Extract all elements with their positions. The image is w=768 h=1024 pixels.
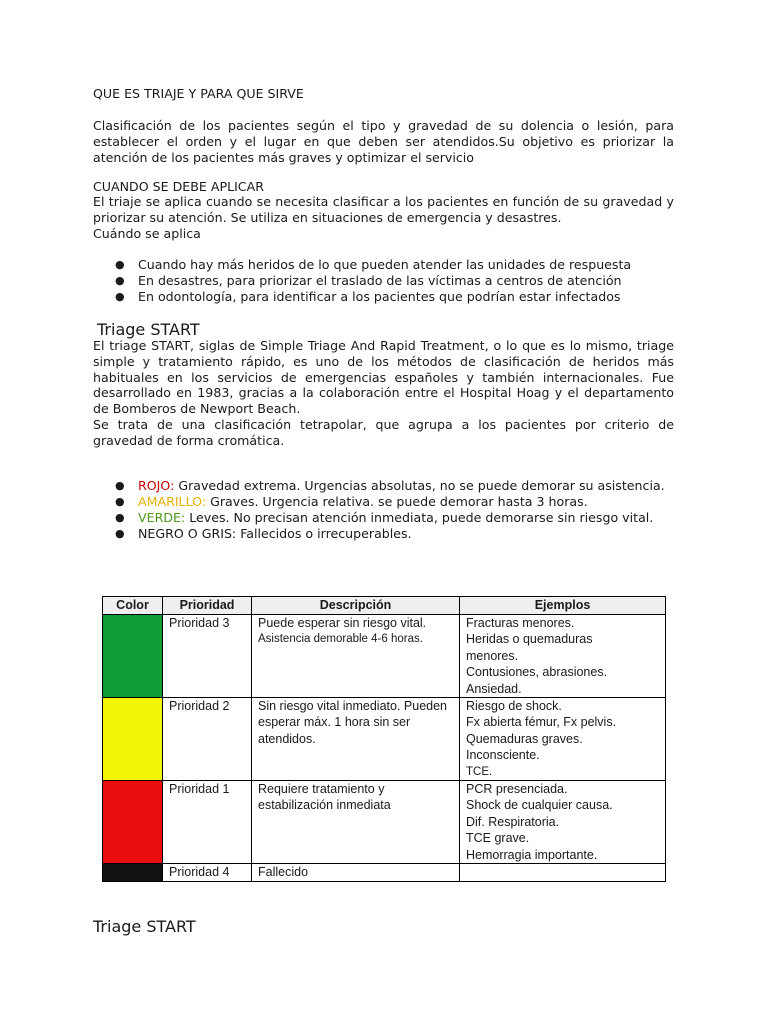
section-heading-cuando-aplicar: CUANDO SE DEBE APLICAR <box>93 179 264 194</box>
bullet-icon: ● <box>115 526 125 540</box>
priority-cell: Prioridad 4 <box>163 864 252 882</box>
priority-cell: Prioridad 2 <box>163 698 252 781</box>
subheading-cuando-se-aplica: Cuándo se aplica <box>93 225 201 241</box>
section-paragraph-definition: Clasificación de los pacientes según el tipo y gravedad de su dolencia o lesión, para establecer el orden y el lugar en que deben ser atendidos.Su objetivo es priorizar la atención de los pacientes más graves y optimizar el servicio <box>93 118 674 165</box>
examples-cell: PCR presenciada. Shock de cualquier causa. Dif. Respiratoria. TCE grave. Hemorragia importante. <box>460 781 666 864</box>
list-item-amarillo: ● AMARILLO: Graves. Urgencia relativa. se puede demorar hasta 3 horas. <box>115 493 588 509</box>
application-bullet-list <box>93 257 674 305</box>
examples-cell: Riesgo de shock. Fx abierta fémur, Fx pelvis. Quemaduras graves. Inconsciente. TCE. <box>460 698 666 781</box>
triage-table <box>102 596 666 882</box>
list-item-rojo: ● ROJO: Gravedad extrema. Urgencias absolutas, no se puede demorar su asistencia. <box>115 478 665 493</box>
color-swatch-green <box>103 615 163 698</box>
column-header-color: Color <box>103 597 163 615</box>
bullet-icon: ● <box>115 273 125 287</box>
table-row <box>103 781 666 864</box>
column-header-descripcion: Descripción <box>252 597 460 615</box>
bullet-icon: ● <box>115 258 125 271</box>
table-header-row <box>103 597 666 615</box>
description-cell: Sin riesgo vital inmediato. Pueden esperar máx. 1 hora sin ser atendidos. <box>252 698 460 781</box>
list-item-negro: ● NEGRO O GRIS: Fallecidos o irrecuperables. <box>115 525 412 541</box>
table-row <box>103 864 666 882</box>
color-swatch-yellow <box>103 698 163 781</box>
color-swatch-red <box>103 781 163 864</box>
priority-cell: Prioridad 1 <box>163 781 252 864</box>
list-item: ● En odontología, para identificar a los pacientes que podrían estar infectados <box>115 288 621 304</box>
description-cell: Puede esperar sin riesgo vital. Asistencia demorable 4-6 horas. <box>252 615 460 698</box>
description-cell: Requiere tratamiento y estabilización inmediata <box>252 781 460 864</box>
list-item: ● Cuando hay más heridos de lo que pueden atender las unidades de respuesta <box>115 257 632 272</box>
section-paragraph-application: El triaje se aplica cuando se necesita clasificar a los pacientes en función de su gravedad y priorizar su atención. Se utiliza en situaciones de emergencia y desastres. Cuándo se aplica <box>93 194 674 241</box>
column-header-ejemplos: Ejemplos <box>460 597 666 615</box>
table-row <box>103 698 666 781</box>
description-cell: Fallecido <box>252 864 460 882</box>
bullet-icon: ● <box>115 510 125 524</box>
priority-cell: Prioridad 3 <box>163 615 252 698</box>
footer-title-triage-start: Triage START <box>93 917 196 936</box>
section-heading-que-es-triaje: QUE ES TRIAJE Y PARA QUE SIRVE <box>93 86 304 101</box>
color-swatch-black <box>103 864 163 882</box>
color-bullet-list <box>93 478 674 542</box>
section-paragraph-start: El triage START, siglas de Simple Triage And Rapid Treatment, o lo que es lo mismo, triage simple y tratamiento rápido, es uno de los métodos de clasificación de heridos más habituales en los servicios de emergencias españoles y también internacionales. Fue desarrollado en 1983, gracias a la colaboración entre el Hospital Hoag y el departamento de Bomberos de Newport Beach. Se trata de una clasificación tetrapolar, que agrupa a los pacientes por criterio de gravedad de forma cromática. <box>93 338 674 448</box>
bullet-icon: ● <box>115 494 125 508</box>
list-item-verde: ● VERDE: Leves. No precisan atención inmediata, puede demorarse sin riesgo vital. <box>115 509 654 525</box>
bullet-icon: ● <box>115 479 125 492</box>
list-item: ● En desastres, para priorizar el traslado de las víctimas a centros de atención <box>115 272 622 288</box>
examples-cell <box>460 864 666 882</box>
examples-cell: Fracturas menores. Heridas o quemaduras menores. Contusiones, abrasiones. Ansiedad. <box>460 615 666 698</box>
bullet-icon: ● <box>115 289 125 303</box>
table-row <box>103 615 666 698</box>
column-header-prioridad: Prioridad <box>163 597 252 615</box>
section-title-triage-start: Triage START <box>97 320 200 339</box>
